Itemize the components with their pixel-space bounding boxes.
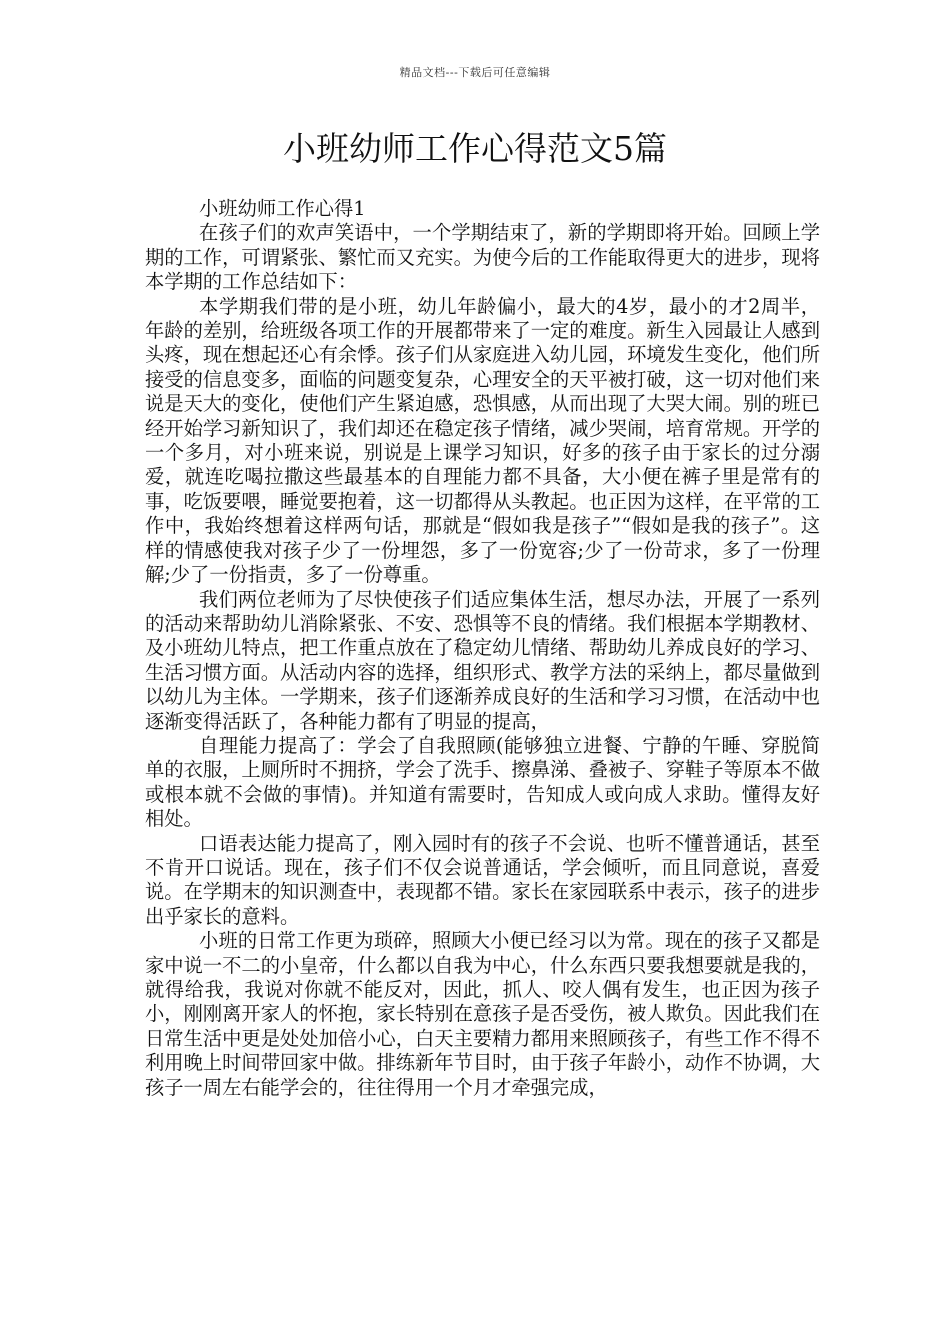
- paragraph: 我们两位老师为了尽快使孩子们适应集体生活，想尽办法，开展了一系列的活动来帮助幼儿消除紧张、不安、恐惧等不良的情绪。我们根据本学期教材、及小班幼儿特点，把工作重点放在了稳定幼儿情绪、帮助幼儿养成良好的学习、生活习惯方面。从活动内容的选择，组织形式、教学方法的采纳上，都尽量做到以幼儿为主体。一学期来，孩子们逐渐养成良好的生活和学习习惯，在活动中也逐渐变得活跃了，各种能力都有了明显的提高，: [145, 587, 820, 733]
- section-heading: 小班幼师工作心得1: [199, 197, 366, 220]
- document-title: 小班幼师工作心得范文5篇: [283, 129, 667, 168]
- paragraph: 在孩子们的欢声笑语中，一个学期结束了，新的学期即将开始。回顾上学期的工作，可谓紧张、繁忙而又充实。为使今后的工作能取得更大的进步，现将本学期的工作总结如下：: [145, 221, 820, 294]
- paragraph: 本学期我们带的是小班，幼儿年龄偏小，最大的4岁，最小的才2周半，年龄的差别，给班级各项工作的开展都带来了一定的难度。新生入园最让人感到头疼，现在想起还心有余悸。孩子们从家庭进入幼儿园，环境发生变化，他们所接受的信息变多，面临的问题变复杂，心理安全的天平被打破，这一切对他们来说是天大的变化，使他们产生紧迫感，恐惧感，从而出现了大哭大闹。别的班已经开始学习新知识了，我们却还在稳定孩子情绪，减少哭闹，培育常规。开学的一个多月，对小班来说，别说是上课学习知识，好多的孩子由于家长的过分溺爱，就连吃喝拉撒这些最基本的自理能力都不具备，大小便在裤子里是常有的事，吃饭要喂，睡觉要抱着，这一切都得从头教起。也正因为这样，在平常的工作中，我始终想着这样两句话，那就是“假如我是孩子”“假如是我的孩子”。这样的情感使我对孩子少了一份埋怨，多了一份宽容;少了一份苛求，多了一份理解;少了一份指责，多了一份尊重。: [145, 294, 820, 587]
- paragraph: 小班的日常工作更为琐碎，照顾大小便已经习以为常。现在的孩子又都是家中说一不二的小皇帝，什么都以自我为中心，什么东西只要我想要就是我的，就得给我，我说对你就不能反对，因此，抓人、咬人偶有发生，也正因为孩子小，刚刚离开家人的怀抱，家长特别在意孩子是否受伤，被人欺负。因此我们在日常生活中更是处处加倍小心，白天主要精力都用来照顾孩子，有些工作不得不利用晚上时间带回家中做。排练新年节目时，由于孩子年龄小，动作不协调，大孩子一周左右能学会的，往往得用一个月才牵强完成，: [145, 929, 820, 1099]
- paragraph: 自理能力提高了：学会了自我照顾(能够独立进餐、宁静的午睡、穿脱简单的衣服，上厕所时不拥挤，学会了洗手、擦鼻涕、叠被子、穿鞋子等原本不做或根本就不会做的事情)。并知道有需要时，告知成人或向成人求助。懂得友好相处。: [145, 733, 820, 831]
- paragraph: 口语表达能力提高了，刚入园时有的孩子不会说、也听不懂普通话，甚至不肯开口说话。现在，孩子们不仅会说普通话，学会倾听，而且同意说，喜爱说。在学期末的知识测查中，表现都不错。家长在家园联系中表示，孩子的进步出乎家长的意料。: [145, 831, 820, 928]
- header-note: 精品文档---下载后可任意编辑: [399, 66, 551, 79]
- document-body: [145, 197, 820, 1100]
